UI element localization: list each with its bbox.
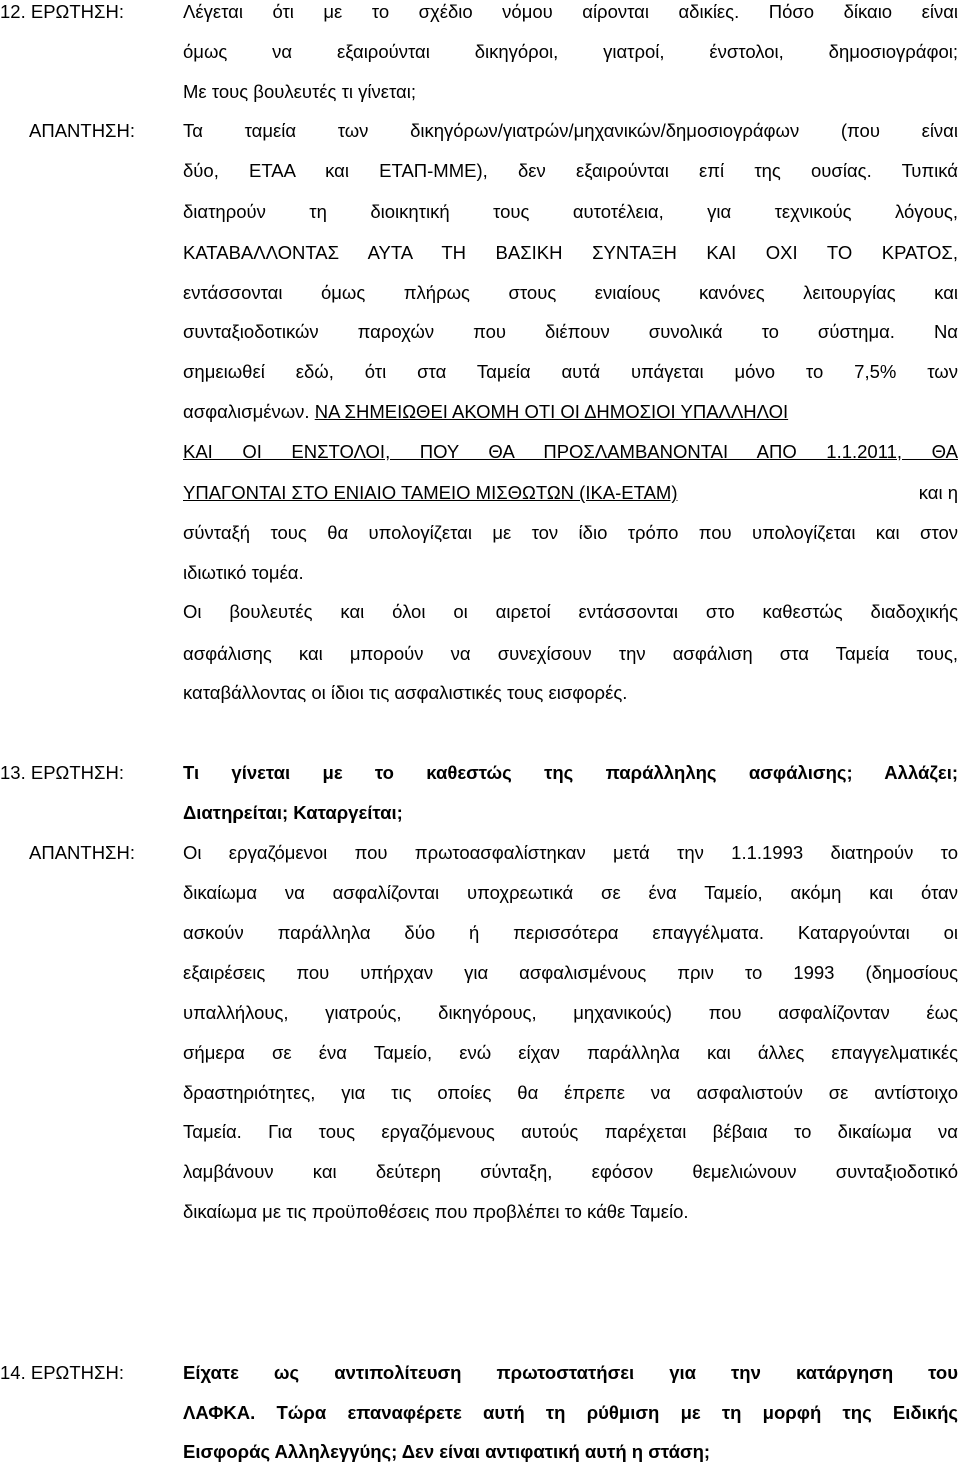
answer-12-label: ΑΠΑΝΤΗΣΗ:: [29, 120, 135, 141]
answer-13-label: ΑΠΑΝΤΗΣΗ:: [29, 842, 135, 863]
answer-12-line: καταβάλλοντας οι ίδιοι τις ασφαλιστικές τους εισφορές.: [183, 682, 628, 703]
answer-12-line: σημειωθεί εδώ, ότι στα Ταμεία αυτά υπάγεται μόνο το 7,5% των: [183, 361, 958, 382]
answer-12-line: σύνταξή τους θα υπολογίζεται με τον ίδιο τρόπο που υπολογίζεται και στον: [183, 522, 958, 543]
question-12-label: 12. ΕΡΩΤΗΣΗ:: [0, 1, 124, 22]
question-12-line-1: Λέγεται ότι με το σχέδιο νόμου αίρονται αδικίες. Πόσο δίκαιο είναι: [183, 1, 958, 22]
answer-12-line-8: [183, 400, 788, 424]
question-12-line-2: όμως να εξαιρούνται δικηγόροι, γιατροί, ένστολοι, δημοσιογράφοι;: [183, 41, 958, 62]
answer-13-line: ασκούν παράλληλα δύο ή περισσότερα επαγγέλματα. Καταργούνται οι: [183, 922, 958, 943]
answer-12-emphasis-line: ΚΑΙ ΟΙ ΕΝΣΤΟΛΟΙ, ΠΟΥ ΘΑ ΠΡΟΣΛΑΜΒΑΝΟΝΤΑΙ ΑΠΟ 1.1.2011, ΘΑ: [183, 441, 958, 462]
answer-13-line: λαμβάνουν και δεύτερη σύνταξη, εφόσον θεμελιώνουν συνταξιοδοτικό: [183, 1161, 958, 1182]
answer-12-line: συνταξιοδοτικών παροχών που διέπουν συνολικά το σύστημα. Να: [183, 321, 958, 342]
answer-12-emphasis: ΝΑ ΣΗΜΕΙΩΘΕΙ ΑΚΟΜΗ ΟΤΙ ΟΙ ΔΗΜΟΣΙΟΙ ΥΠΑΛΛΗΛΟΙ: [314, 401, 789, 422]
answer-13-line: Ταμεία. Για τους εργαζόμενους αυτούς παρέχεται βέβαια το δικαίωμα να: [183, 1121, 958, 1142]
answer-12-text: και η: [918, 482, 958, 503]
answer-12-line: δύο, ΕΤΑΑ και ΕΤΑΠ-ΜΜΕ), δεν εξαιρούνται επί της ουσίας. Τυπικά: [183, 160, 958, 181]
answer-12-line: Οι βουλευτές και όλοι οι αιρετοί εντάσσονται στο καθεστώς διαδοχικής: [183, 601, 958, 622]
answer-12-line: ιδιωτικό τομέα.: [183, 562, 304, 583]
answer-13-line: δικαίωμα με τις προϋποθέσεις που προβλέπει το κάθε Ταμείο.: [183, 1201, 689, 1222]
answer-12-line: Τα ταμεία των δικηγόρων/γιατρών/μηχανικών/δημοσιογράφων (που είναι: [183, 120, 958, 141]
answer-13-line: υπαλλήλους, γιατρούς, δικηγόρους, μηχανικούς) που ασφαλίζονταν έως: [183, 1002, 958, 1023]
question-13-label: 13. ΕΡΩΤΗΣΗ:: [0, 762, 124, 783]
answer-13-line: Οι εργαζόμενοι που πρωτοασφαλίστηκαν μετά την 1.1.1993 διατηρούν το: [183, 842, 958, 863]
answer-13-line: σήμερα σε ένα Ταμείο, ενώ είχαν παράλληλα και άλλες επαγγελματικές: [183, 1042, 958, 1063]
answer-12-line: διατηρούν τη διοικητική τους αυτοτέλεια, για τεχνικούς λόγους,: [183, 201, 958, 222]
question-14-label: 14. ΕΡΩΤΗΣΗ:: [0, 1362, 124, 1383]
question-12-line-3: Με τους βουλευτές τι γίνεται;: [183, 81, 416, 102]
question-14-line-1: Είχατε ως αντιπολίτευση πρωτοστατήσει για την κατάργηση του: [183, 1362, 958, 1383]
answer-12-emphasis: ΥΠΑΓΟΝΤΑΙ ΣΤΟ ΕΝΙΑΙΟ ΤΑΜΕΙΟ ΜΙΣΘΩΤΩΝ (ΙΚΑ-ΕΤΑΜ): [183, 482, 678, 503]
answer-12-line: εντάσσονται όμως πλήρως στους ενιαίους κανόνες λειτουργίας και: [183, 282, 958, 303]
answer-12-text: ασφαλισμένων.: [183, 401, 310, 422]
answer-13-line: δικαίωμα να ασφαλίζονται υποχρεωτικά σε ένα Ταμείο, ακόμη και όταν: [183, 882, 958, 903]
answer-13-line: δραστηριότητες, για τις οποίες θα έπρεπε να ασφαλιστούν σε αντίστοιχο: [183, 1082, 958, 1103]
question-13-line-2: Διατηρείται; Καταργείται;: [183, 802, 403, 823]
question-14-line-3: Εισφοράς Αλληλεγγύης; Δεν είναι αντιφατική αυτή η στάση;: [183, 1441, 711, 1462]
answer-12-line: ΚΑΤΑΒΑΛΛΟΝΤΑΣ ΑΥΤΑ ΤΗ ΒΑΣΙΚΗ ΣΥΝΤΑΞΗ ΚΑΙ ΟΧΙ ΤΟ ΚΡΑΤΟΣ,: [183, 242, 958, 263]
answer-12-line: ασφάλισης και μπορούν να συνεχίσουν την ασφάλιση στα Ταμεία τους,: [183, 643, 958, 664]
question-14-line-2: ΛΑΦΚΑ. Τώρα επαναφέρετε αυτή τη ρύθμιση με τη μορφή της Ειδικής: [183, 1402, 958, 1423]
question-13-line-1: Τι γίνεται με το καθεστώς της παράλληλης ασφάλισης; Αλλάζει;: [183, 762, 958, 783]
answer-13-line: εξαιρέσεις που υπήρχαν για ασφαλισμένους πριν το 1993 (δημοσίους: [183, 962, 958, 983]
answer-12-line-10: [183, 481, 958, 505]
